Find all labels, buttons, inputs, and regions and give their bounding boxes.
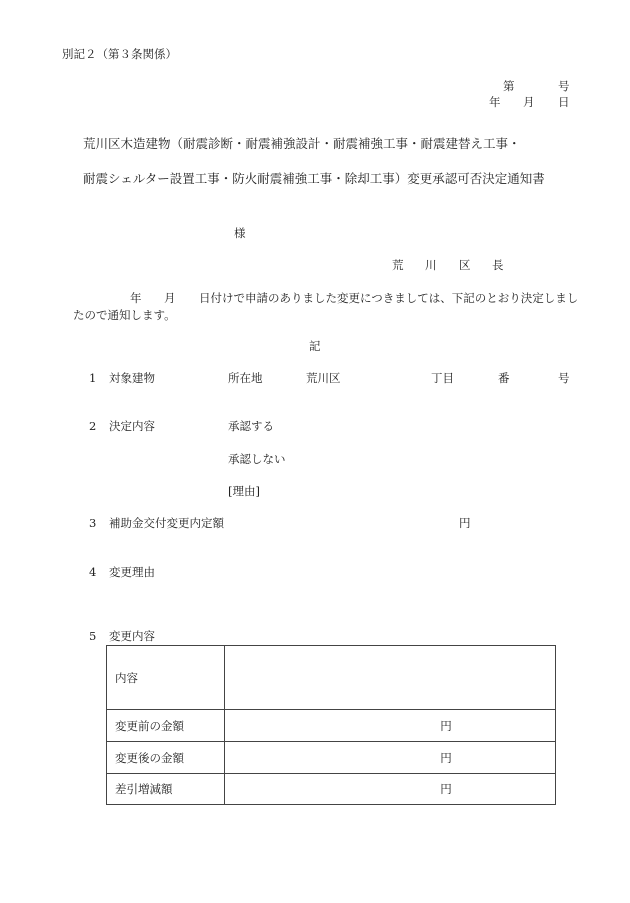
- sender-char-ku: 区: [459, 258, 471, 272]
- table-cell-value: 円: [225, 774, 556, 805]
- date-day-label: 日: [558, 95, 570, 109]
- sender-char-ara: 荒: [392, 258, 404, 272]
- location-label: 所在地: [228, 371, 263, 385]
- decision-reason-label: [理由]: [228, 484, 260, 498]
- item-5-number: 5: [89, 629, 97, 643]
- document-title-line-1: 荒川区木造建物（耐震診断・耐震補強設計・耐震補強工事・耐震建替え工事・: [83, 136, 521, 151]
- table-cell-value: [225, 646, 556, 710]
- table-row: [107, 710, 556, 742]
- ban-label: 番: [498, 371, 510, 385]
- chome-label: 丁目: [431, 371, 454, 385]
- table-cell-label: 変更後の金額: [107, 742, 225, 774]
- decision-reject: 承認しない: [228, 452, 286, 466]
- table-row: [107, 742, 556, 774]
- date-year-label: 年: [489, 95, 501, 109]
- item-1-label: 対象建物: [109, 371, 155, 385]
- body-text-line-2: たので通知します。: [73, 308, 176, 322]
- item-1-number: 1: [89, 371, 97, 385]
- go-label: 号: [558, 371, 570, 385]
- item-3-label: 補助金交付変更内定額: [109, 516, 224, 530]
- change-details-table: [106, 645, 556, 805]
- body-month-label: 月: [164, 291, 176, 305]
- table-cell-label: 変更前の金額: [107, 710, 225, 742]
- table-cell-label: 差引増減額: [107, 774, 225, 805]
- subsidy-yen-unit: 円: [459, 516, 471, 530]
- form-identifier: 別記２（第３条関係）: [62, 47, 177, 61]
- item-5-label: 変更内容: [109, 629, 155, 643]
- date-month-label: 月: [523, 95, 535, 109]
- decision-approve: 承認する: [228, 419, 274, 433]
- table-cell-value: 円: [225, 742, 556, 774]
- document-number-prefix: 第: [503, 79, 515, 93]
- document-number-suffix: 号: [558, 79, 570, 93]
- ward-name: 荒川区: [306, 371, 341, 385]
- item-2-number: 2: [89, 419, 97, 433]
- body-year-label: 年: [130, 291, 142, 305]
- item-3-number: 3: [89, 516, 97, 530]
- table-row: [107, 774, 556, 805]
- document-title-line-2: 耐震シェルター設置工事・防火耐震補強工事・除却工事）変更承認可否決定通知書: [83, 171, 545, 186]
- table-cell-value: 円: [225, 710, 556, 742]
- sender-char-kawa: 川: [425, 258, 437, 272]
- table-cell-label: 内容: [107, 646, 225, 710]
- item-4-label: 変更理由: [109, 565, 155, 579]
- ki-heading: 記: [309, 339, 321, 353]
- table-row: [107, 646, 556, 710]
- addressee-honorific: 様: [234, 226, 246, 240]
- item-4-number: 4: [89, 565, 97, 579]
- body-text-line-1: 日付けで申請のありました変更につきましては、下記のとおり決定しまし: [199, 291, 579, 305]
- item-2-label: 決定内容: [109, 419, 155, 433]
- sender-char-cho: 長: [492, 258, 504, 272]
